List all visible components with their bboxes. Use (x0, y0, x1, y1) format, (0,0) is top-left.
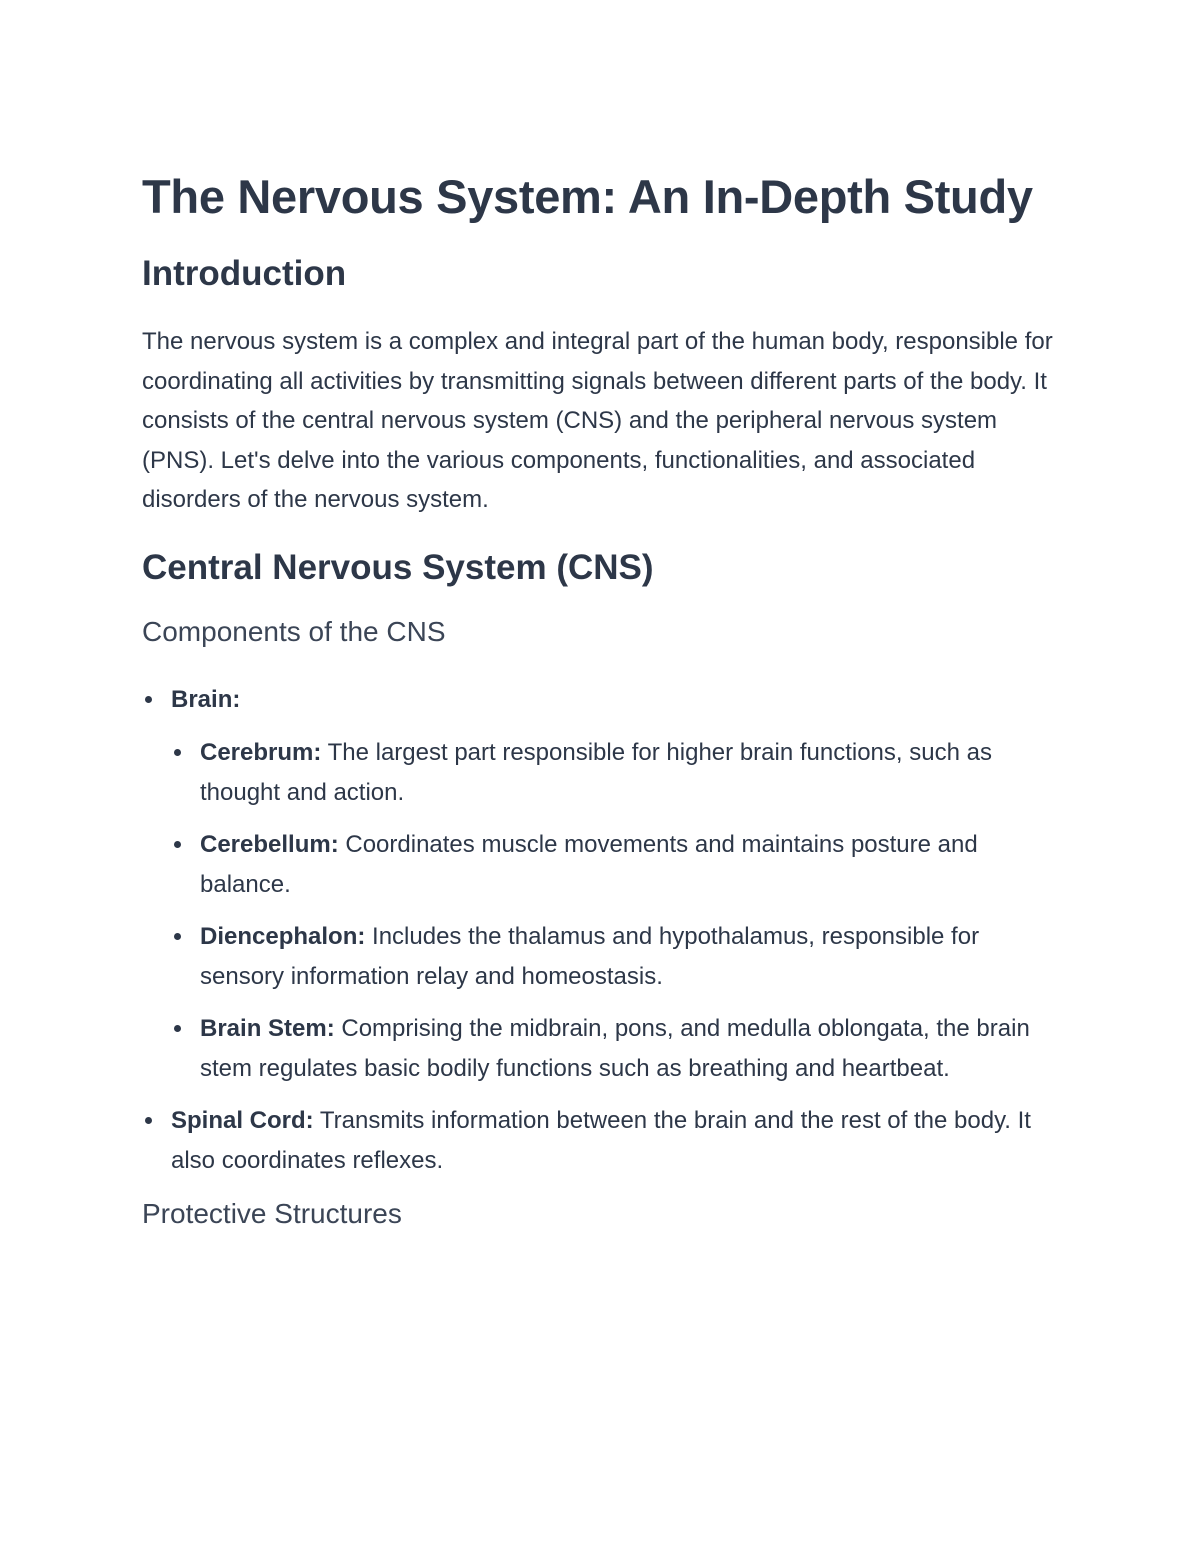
protective-structures-heading: Protective Structures (142, 1198, 402, 1229)
list-item-spinal-cord (171, 1101, 1058, 1180)
list-item-diencephalon (200, 917, 1058, 996)
cerebrum-text: The largest part responsible for higher brain functions, such as thought and action. (200, 739, 992, 806)
spinal-cord-term: Spinal Cord: (171, 1107, 314, 1134)
cerebellum-term: Cerebellum: (200, 831, 339, 858)
spinal-cord-text: Transmits information between the brain and the rest of the body. It also coordinates reflexes. (171, 1107, 1031, 1174)
document-page (142, 166, 1058, 1232)
brain-term: Brain: (171, 685, 241, 713)
list-item-brain-stem (200, 1009, 1058, 1088)
cerebellum-text: Coordinates muscle movements and maintains posture and balance. (200, 831, 978, 898)
introduction-heading: Introduction (142, 254, 347, 293)
page-title: The Nervous System: An In-Depth Study (142, 170, 1033, 223)
cns-heading: Central Nervous System (CNS) (142, 547, 654, 587)
diencephalon-term: Diencephalon: (200, 923, 366, 950)
introduction-paragraph: The nervous system is a complex and integral part of the human body, responsible for coordinating all activities by transmitting signals between different parts of the body. It consists of the central nervous system (CNS) and the peripheral nervous system (PNS). Let's delve into the various components, functionalities, and associated disorders of the nervous system. (142, 328, 1053, 513)
brain-stem-term: Brain Stem: (200, 1015, 335, 1042)
brain-parts-list (171, 733, 1058, 1088)
brain-stem-text: Comprising the midbrain, pons, and medulla oblongata, the brain stem regulates basic bodily functions such as breathing and heartbeat. (200, 1015, 1030, 1082)
cerebrum-term: Cerebrum: (200, 739, 322, 766)
cns-components-list (142, 680, 1058, 1181)
list-item-cerebrum (200, 733, 1058, 812)
cns-components-heading: Components of the CNS (142, 615, 446, 647)
list-item-cerebellum (200, 825, 1058, 904)
diencephalon-text: Includes the thalamus and hypothalamus, responsible for sensory information relay and homeostasis. (200, 923, 980, 990)
list-item-brain (171, 680, 1058, 1089)
